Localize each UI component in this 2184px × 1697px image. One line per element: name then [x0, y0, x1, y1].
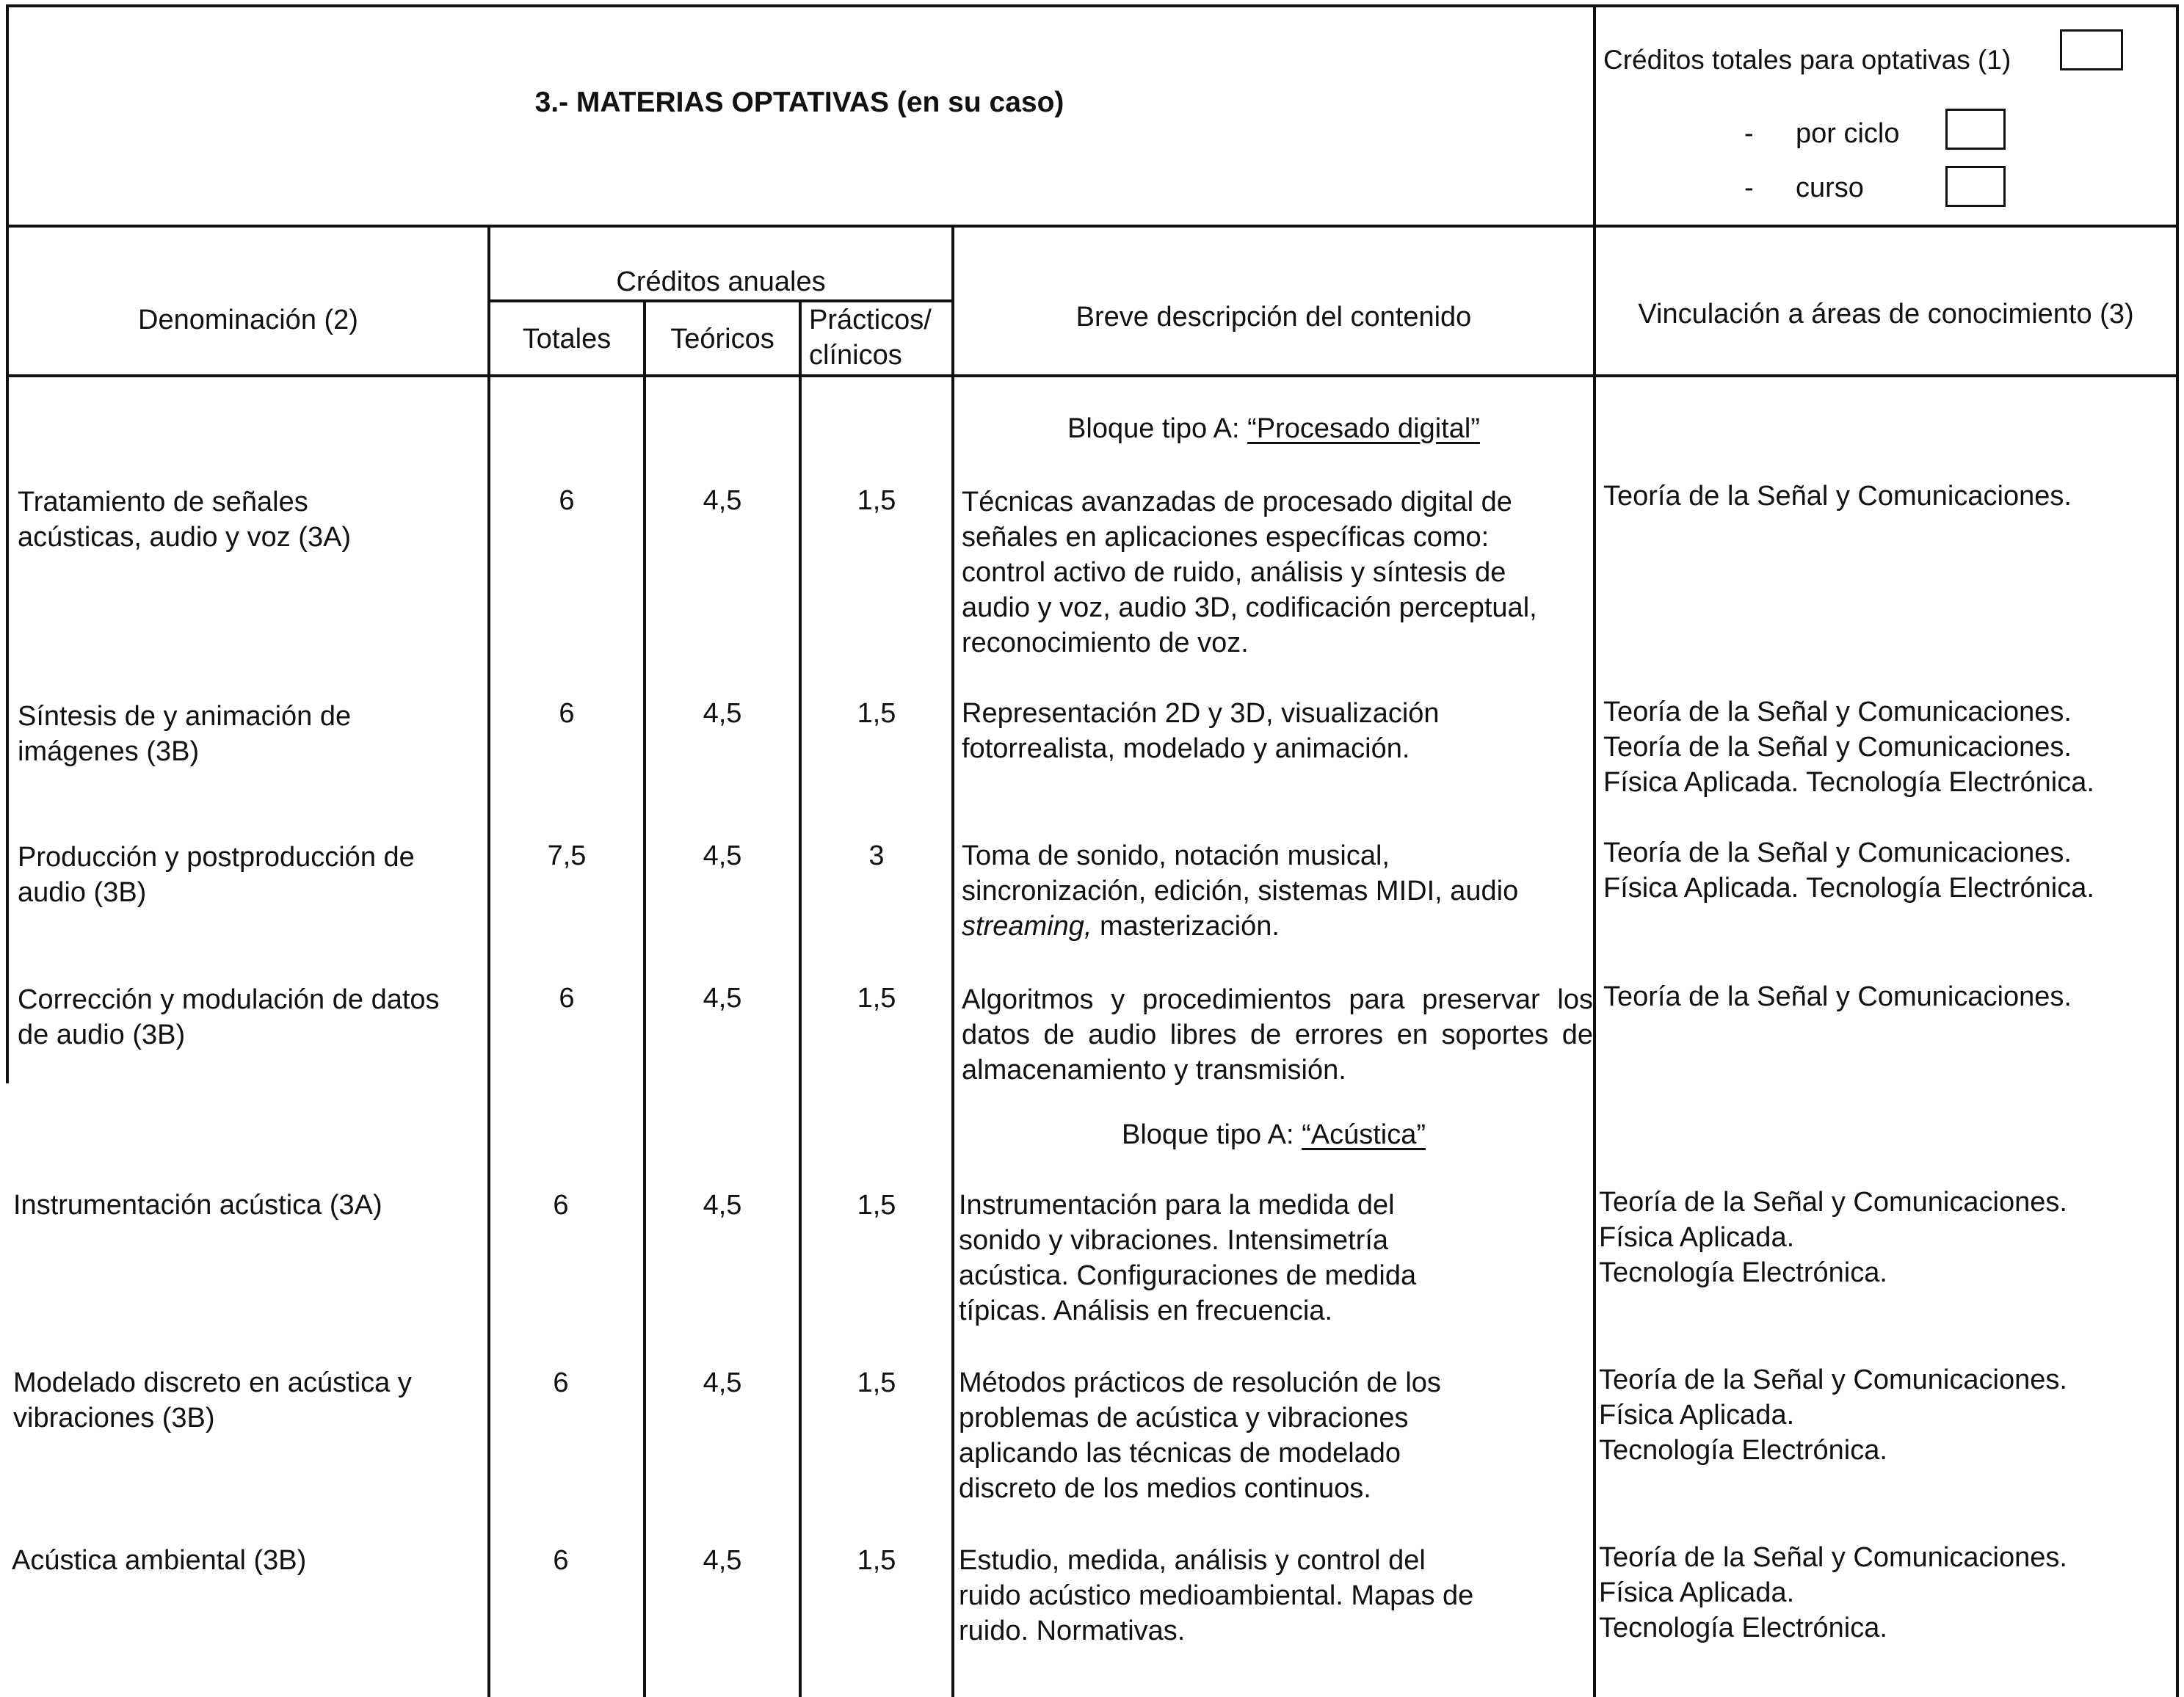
- curso-label: curso: [1796, 172, 1864, 203]
- column-header-divider: [6, 374, 2179, 377]
- header-practicos-line1: Prácticos/: [809, 305, 932, 335]
- row-desc-line: Métodos prácticos de resolución de los: [959, 1367, 1441, 1398]
- header-creditos-anuales: Créditos anuales: [616, 266, 826, 297]
- row-desc-line: sonido y vibraciones. Intensimetría: [959, 1225, 1389, 1256]
- row-name-line: Tratamiento de señales: [18, 487, 308, 517]
- row-practicos: 3: [868, 840, 885, 871]
- row-desc-line: sincronización, edición, sistemas MIDI, audio: [962, 876, 1519, 906]
- row-name-line: Producción y postproducción de: [18, 842, 415, 873]
- row-area: Física Aplicada.: [1599, 1222, 1795, 1253]
- table-border-right: [2176, 4, 2179, 1697]
- row-area: Teoría de la Señal y Comunicaciones.: [1599, 1542, 2067, 1573]
- row-name-line: acústicas, audio y voz (3A): [18, 522, 352, 553]
- row-desc-italic: streaming,: [962, 911, 1092, 942]
- row-desc-line: reconocimiento de voz.: [962, 628, 1249, 658]
- row-area: Teoría de la Señal y Comunicaciones.: [1599, 1187, 2067, 1218]
- row-practicos: 1,5: [857, 1190, 896, 1221]
- creditos-totales-label: Créditos totales para optativas (1): [1603, 45, 2011, 75]
- row-area: Física Aplicada.: [1599, 1400, 1795, 1431]
- row-area: Tecnología Electrónica.: [1599, 1435, 1887, 1466]
- row-name-line: imágenes (3B): [18, 736, 200, 767]
- column-line-denominacion: [487, 225, 490, 1697]
- row-teoricos: 4,5: [703, 840, 742, 871]
- row-totales: 6: [559, 983, 575, 1014]
- row-name-line: Síntesis de y animación de: [18, 701, 352, 732]
- row-area: Física Aplicada. Tecnología Electrónica.: [1603, 767, 2094, 798]
- row-name-line: de audio (3B): [18, 1020, 186, 1050]
- row-name-line: vibraciones (3B): [13, 1403, 215, 1433]
- row-name-line: Acústica ambiental (3B): [12, 1545, 307, 1576]
- row-desc-line: Instrumentación para la medida del: [959, 1190, 1395, 1221]
- page-title: 3.- MATERIAS OPTATIVAS (en su caso): [534, 87, 1064, 118]
- row-totales: 7,5: [547, 840, 587, 871]
- row-desc-line: discreto de los medios continuos.: [959, 1473, 1371, 1504]
- row-area: Teoría de la Señal y Comunicaciones.: [1603, 697, 2072, 727]
- header-denominacion: Denominación (2): [138, 305, 358, 335]
- row-desc-line: aplicando las técnicas de modelado: [959, 1438, 1401, 1469]
- block-prefix: Bloque tipo A:: [1067, 413, 1248, 444]
- block-heading-procesado-digital: [954, 411, 1593, 446]
- row-totales: 6: [559, 485, 575, 516]
- row-desc-line: audio y voz, audio 3D, codificación perceptual,: [962, 592, 1537, 623]
- block-name: “Acústica”: [1302, 1119, 1426, 1150]
- block-name: “Procesado digital”: [1247, 413, 1480, 444]
- row-desc-end: masterización.: [1092, 911, 1280, 942]
- row-desc-line: típicas. Análisis en frecuencia.: [959, 1296, 1333, 1326]
- row-desc-line: Toma de sonido, notación musical,: [962, 840, 1390, 871]
- row-teoricos: 4,5: [703, 983, 742, 1014]
- row-practicos: 1,5: [857, 1545, 896, 1576]
- por-ciclo-dash: -: [1744, 118, 1754, 149]
- row-teoricos: 4,5: [703, 698, 742, 729]
- row-desc: Algoritmos y procedimientos para preservar los datos de audio libres de errores en soportes de almacenamiento y transmisión.: [962, 984, 1593, 1086]
- table-border-top: [6, 4, 2179, 7]
- row-name-line: Modelado discreto en acústica y: [13, 1367, 412, 1398]
- block-heading-acustica: [954, 1117, 1593, 1152]
- row-desc-line: ruido. Normativas.: [959, 1616, 1186, 1646]
- row-practicos: 1,5: [857, 1367, 896, 1398]
- row-desc-line: señales en aplicaciones específicas como:: [962, 522, 1490, 553]
- header-totales: Totales: [522, 324, 612, 355]
- header-practicos-line2: clínicos: [809, 340, 902, 371]
- header-vinculacion: Vinculación a áreas de conocimiento (3): [1638, 299, 2134, 330]
- row-area: Tecnología Electrónica.: [1599, 1613, 1887, 1643]
- row-area: Física Aplicada. Tecnología Electrónica.: [1603, 873, 2094, 904]
- row-practicos: 1,5: [857, 485, 896, 516]
- row-desc-line: problemas de acústica y vibraciones: [959, 1403, 1409, 1433]
- row-teoricos: 4,5: [703, 1190, 742, 1221]
- curso-box: [1945, 166, 2006, 207]
- header-teoricos: Teóricos: [670, 324, 774, 355]
- row-practicos: 1,5: [857, 983, 896, 1014]
- row-area: Teoría de la Señal y Comunicaciones.: [1599, 1364, 2067, 1395]
- row-desc-line: Estudio, medida, análisis y control del: [959, 1545, 1426, 1576]
- row-desc-line: control activo de ruido, análisis y síntesis de: [962, 557, 1506, 588]
- row-totales: 6: [559, 698, 575, 729]
- row-name-line: Instrumentación acústica (3A): [13, 1190, 382, 1221]
- row-area: Teoría de la Señal y Comunicaciones.: [1603, 732, 2072, 763]
- row-desc-line: [962, 909, 1280, 944]
- row-totales: 6: [553, 1190, 569, 1221]
- row-desc-line: acústica. Configuraciones de medida: [959, 1260, 1417, 1291]
- row-area: Teoría de la Señal y Comunicaciones.: [1603, 837, 2072, 868]
- row-name-line: audio (3B): [18, 877, 147, 908]
- row-area: Física Aplicada.: [1599, 1577, 1795, 1608]
- row-area: Tecnología Electrónica.: [1599, 1257, 1887, 1288]
- header-descripcion: Breve descripción del contenido: [1075, 302, 1472, 333]
- block-prefix: Bloque tipo A:: [1122, 1119, 1302, 1150]
- column-line-descripcion: [1593, 4, 1596, 1697]
- row-desc-line: Técnicas avanzadas de procesado digital de: [962, 487, 1512, 517]
- row-area: Teoría de la Señal y Comunicaciones.: [1603, 981, 2072, 1012]
- row-desc-line: fotorrealista, modelado y animación.: [962, 733, 1410, 764]
- row-totales: 6: [553, 1367, 569, 1398]
- row-area: Teoría de la Señal y Comunicaciones.: [1603, 481, 2072, 512]
- table-border-left: [6, 4, 9, 1083]
- curso-dash: -: [1744, 172, 1754, 203]
- row-teoricos: 4,5: [703, 485, 742, 516]
- por-ciclo-label: por ciclo: [1796, 118, 1900, 149]
- row-teoricos: 4,5: [703, 1545, 742, 1576]
- creditos-totales-box: [2060, 29, 2123, 70]
- row-practicos: 1,5: [857, 698, 896, 729]
- header-divider: [6, 225, 2179, 228]
- por-ciclo-box: [1945, 109, 2006, 150]
- row-totales: 6: [553, 1545, 569, 1576]
- row-desc-line: Representación 2D y 3D, visualización: [962, 698, 1440, 729]
- row-desc-line: ruido acústico medioambiental. Mapas de: [959, 1580, 1474, 1611]
- row-name-line: Corrección y modulación de datos: [18, 984, 440, 1015]
- row-teoricos: 4,5: [703, 1367, 742, 1398]
